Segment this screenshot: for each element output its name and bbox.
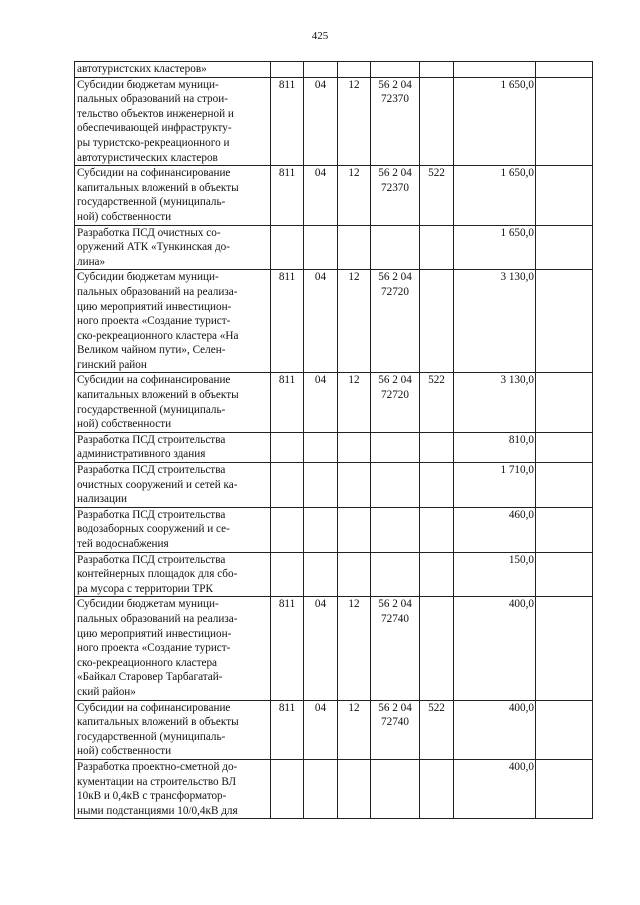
amount-text: 1 650,0 (500, 226, 534, 239)
admin-code-cell (271, 759, 304, 818)
section-code-cell (304, 77, 338, 166)
amount-text: 1 710,0 (500, 464, 534, 477)
target-article-text: 56 2 04 72720 (378, 374, 412, 402)
extra-cell (536, 77, 593, 166)
amount-text: 3 130,0 (500, 374, 534, 387)
admin-code-text: 811 (278, 598, 296, 611)
table-row (75, 62, 593, 78)
amount-cell (454, 552, 536, 597)
target-article-cell (371, 597, 420, 700)
target-article-cell (371, 552, 420, 597)
row-name-cell (75, 373, 271, 432)
table-row (75, 432, 593, 462)
budget-table-body (75, 62, 593, 819)
expense-type-text: 522 (428, 701, 445, 714)
admin-code-cell (271, 597, 304, 700)
subsection-code-cell (338, 552, 371, 597)
amount-text: 1 650,0 (500, 167, 534, 180)
section-code-cell (304, 507, 338, 552)
amount-text: 460,0 (508, 508, 534, 521)
row-name-text: Субсидии на софинансирование капитальных вложений в объекты государственной (муниципаль- ной) собственности (77, 701, 239, 758)
target-article-cell (371, 700, 420, 759)
admin-code-text: 811 (278, 271, 296, 284)
row-name-cell (75, 597, 271, 700)
table-row (75, 463, 593, 508)
row-name-text: Разработка ПСД строительства контейнерных площадок для сбо- ра мусора с территории ТРК (77, 553, 238, 595)
amount-cell (454, 270, 536, 373)
admin-code-text: 811 (278, 374, 296, 387)
amount-cell (454, 77, 536, 166)
section-code-cell (304, 552, 338, 597)
extra-cell (536, 62, 593, 78)
section-code-text: 04 (314, 167, 327, 180)
table-row (75, 597, 593, 700)
extra-cell (536, 373, 593, 432)
expense-type-cell (420, 225, 454, 270)
admin-code-cell (271, 373, 304, 432)
extra-cell (536, 759, 593, 818)
target-article-text: 56 2 04 72740 (378, 701, 412, 729)
table-row (75, 373, 593, 432)
row-name-cell (75, 270, 271, 373)
section-code-text: 04 (314, 701, 327, 714)
amount-cell (454, 166, 536, 225)
section-code-cell (304, 270, 338, 373)
row-name-text: Субсидии бюджетам муници- пальных образований на строи- тельство объектов инженерной и обеспечивающей инфраструкту- ры туристско-рекреационного и автотуристических кластеров (77, 78, 234, 164)
target-article-cell (371, 225, 420, 270)
target-article-text: 56 2 04 72720 (378, 271, 412, 298)
table-row (75, 507, 593, 552)
amount-cell (454, 700, 536, 759)
subsection-code-cell (338, 166, 371, 225)
extra-cell (536, 463, 593, 508)
amount-text: 400,0 (508, 701, 534, 714)
target-article-cell (371, 373, 420, 432)
subsection-code-cell (338, 463, 371, 508)
subsection-code-cell (338, 225, 371, 270)
subsection-code-cell (338, 62, 371, 78)
section-code-cell (304, 62, 338, 78)
section-code-cell (304, 166, 338, 225)
subsection-code-cell (338, 597, 371, 700)
row-name-text: Разработка проектно-сметной до- кументации на строительство ВЛ 10кВ и 0,4кВ с трансформатор- ными подстанциями 10/0,4кВ для (77, 760, 238, 817)
amount-cell (454, 62, 536, 78)
section-code-text: 04 (314, 598, 327, 611)
section-code-text: 04 (314, 271, 327, 284)
extra-cell (536, 225, 593, 270)
row-name-cell (75, 552, 271, 597)
section-code-cell (304, 700, 338, 759)
admin-code-cell (271, 270, 304, 373)
target-article-cell (371, 759, 420, 818)
row-name-cell (75, 62, 271, 78)
row-name-cell (75, 432, 271, 462)
target-article-text: 56 2 04 72740 (378, 598, 412, 625)
expense-type-cell (420, 759, 454, 818)
row-name-text: Субсидии бюджетам муници- пальных образований на реализа- цию мероприятий инвестицион- ного проекта «Создание турист- ско-рекреационного кластера «На Великом чайном пути», Селен- гинский район (77, 271, 239, 371)
amount-cell (454, 597, 536, 700)
row-name-text: Субсидии на софинансирование капитальных вложений в объекты государственной (муниципаль- ной) собственности (77, 374, 239, 431)
target-article-cell (371, 77, 420, 166)
admin-code-cell (271, 552, 304, 597)
extra-cell (536, 700, 593, 759)
extra-cell (536, 432, 593, 462)
extra-cell (536, 166, 593, 225)
extra-cell (536, 507, 593, 552)
expense-type-cell (420, 166, 454, 225)
section-code-cell (304, 373, 338, 432)
subsection-code-cell (338, 270, 371, 373)
subsection-code-cell (338, 373, 371, 432)
amount-cell (454, 759, 536, 818)
admin-code-cell (271, 432, 304, 462)
extra-cell (536, 597, 593, 700)
section-code-cell (304, 432, 338, 462)
row-name-text: Разработка ПСД строительства очистных сооружений и сетей ка- нализации (77, 464, 238, 506)
row-name-text: Разработка ПСД строительства водозаборных сооружений и се- тей водоснабжения (77, 508, 230, 550)
target-article-text: 56 2 04 72370 (378, 78, 412, 106)
row-name-cell (75, 463, 271, 508)
amount-cell (454, 373, 536, 432)
expense-type-text: 522 (428, 167, 445, 180)
page-number: 425 (311, 30, 329, 42)
amount-cell (454, 432, 536, 462)
row-name-cell (75, 77, 271, 166)
expense-type-cell (420, 597, 454, 700)
subsection-code-text: 12 (348, 701, 360, 714)
table-row (75, 77, 593, 166)
table-row (75, 700, 593, 759)
subsection-code-text: 12 (348, 598, 360, 611)
expense-type-cell (420, 700, 454, 759)
admin-code-text: 811 (278, 78, 296, 91)
row-name-text: Субсидии бюджетам муници- пальных образований на реализа- цию мероприятий инвестицион- ного проекта «Создание турист- ско-рекреационного кластера «Байкал Старовер Тарбагатай- ский район» (77, 598, 238, 698)
amount-text: 1 650,0 (500, 78, 534, 91)
admin-code-text: 811 (278, 701, 296, 714)
table-row (75, 552, 593, 597)
subsection-code-text: 12 (348, 271, 360, 284)
amount-cell (454, 463, 536, 508)
expense-type-cell (420, 373, 454, 432)
section-code-cell (304, 463, 338, 508)
target-article-cell (371, 463, 420, 508)
section-code-cell (304, 759, 338, 818)
row-name-cell (75, 759, 271, 818)
admin-code-cell (271, 166, 304, 225)
admin-code-cell (271, 77, 304, 166)
table-row (75, 166, 593, 225)
row-name-cell (75, 225, 271, 270)
expense-type-cell (420, 62, 454, 78)
target-article-cell (371, 166, 420, 225)
target-article-cell (371, 507, 420, 552)
expense-type-cell (420, 552, 454, 597)
target-article-cell (371, 432, 420, 462)
expense-type-cell (420, 507, 454, 552)
admin-code-cell (271, 225, 304, 270)
amount-text: 810,0 (508, 433, 534, 446)
table-row (75, 225, 593, 270)
budget-table (74, 61, 593, 819)
section-code-cell (304, 225, 338, 270)
row-name-cell (75, 166, 271, 225)
row-name-text: Разработка ПСД очистных со- оружений АТК «Тункинская до- лина» (77, 226, 230, 268)
amount-cell (454, 507, 536, 552)
table-row (75, 759, 593, 818)
expense-type-cell (420, 432, 454, 462)
admin-code-cell (271, 507, 304, 552)
target-article-cell (371, 62, 420, 78)
admin-code-cell (271, 62, 304, 78)
subsection-code-cell (338, 77, 371, 166)
expense-type-cell (420, 270, 454, 373)
subsection-code-text: 12 (348, 167, 360, 180)
subsection-code-cell (338, 432, 371, 462)
amount-text: 150,0 (508, 553, 534, 566)
amount-text: 400,0 (508, 760, 534, 773)
subsection-code-cell (338, 759, 371, 818)
admin-code-text: 811 (278, 167, 296, 180)
expense-type-cell (420, 77, 454, 166)
row-name-text: автотуристских кластеров» (77, 63, 207, 75)
expense-type-cell (420, 463, 454, 508)
section-code-text: 04 (314, 374, 327, 387)
amount-text: 400,0 (508, 598, 534, 611)
section-code-text: 04 (314, 78, 327, 91)
subsection-code-cell (338, 507, 371, 552)
extra-cell (536, 552, 593, 597)
target-article-text: 56 2 04 72370 (378, 167, 412, 194)
admin-code-cell (271, 463, 304, 508)
row-name-text: Субсидии на софинансирование капитальных вложений в объекты государственной (муниципаль- ной) собственности (77, 167, 239, 223)
table-row (75, 270, 593, 373)
target-article-cell (371, 270, 420, 373)
amount-text: 3 130,0 (500, 271, 534, 284)
subsection-code-text: 12 (348, 374, 360, 387)
extra-cell (536, 270, 593, 373)
row-name-cell (75, 507, 271, 552)
subsection-code-text: 12 (348, 78, 360, 91)
section-code-cell (304, 597, 338, 700)
admin-code-cell (271, 700, 304, 759)
row-name-cell (75, 700, 271, 759)
subsection-code-cell (338, 700, 371, 759)
amount-cell (454, 225, 536, 270)
expense-type-text: 522 (428, 374, 445, 387)
row-name-text: Разработка ПСД строительства административного здания (77, 433, 226, 461)
